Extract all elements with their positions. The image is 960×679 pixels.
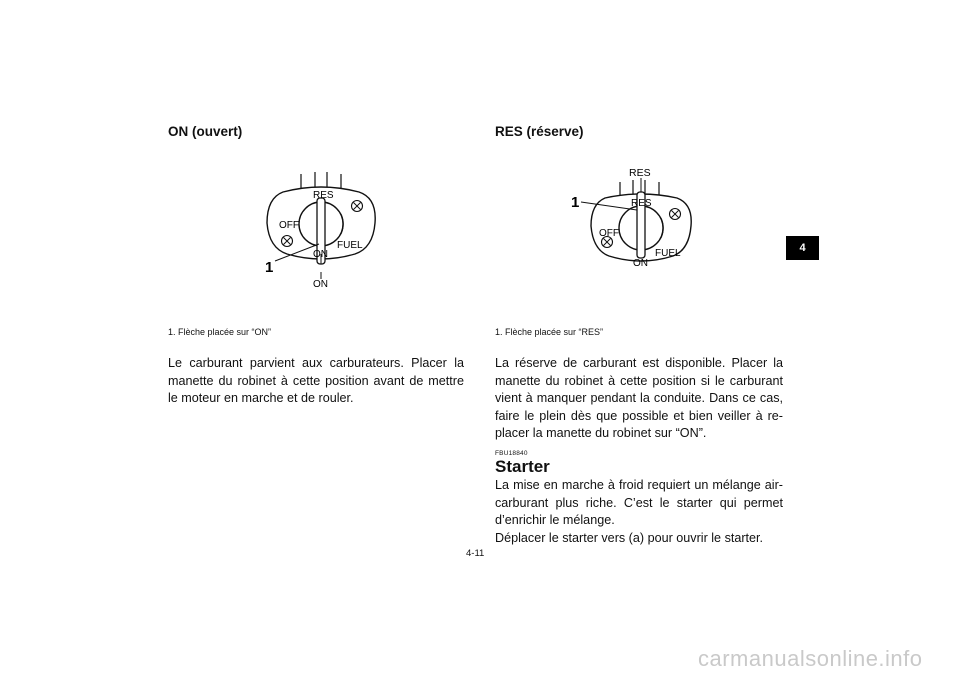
screw-icon (352, 201, 363, 212)
fuel-cock-res-illustration (565, 162, 700, 277)
left-paragraph: Le carburant parvient aux carburateurs. Placer la manette du robinet à cette position avant de mettre le moteur en marche et de rouler. (168, 356, 464, 405)
off-label: OFF (599, 228, 619, 239)
on-inner-label: ON (313, 249, 328, 260)
on-outer-label: ON (313, 279, 328, 290)
left-caption: 1. Flèche placée sur “ON” (168, 327, 272, 337)
res-label: RES (313, 190, 334, 201)
off-label: OFF (279, 220, 299, 231)
right-heading: RES (réserve) (495, 124, 584, 139)
right-caption: 1. Flèche placée sur “RES” (495, 327, 604, 337)
left-body-text (168, 355, 464, 408)
callout-number: 1 (265, 259, 274, 276)
chapter-tab-label: 4 (799, 242, 806, 254)
fuel-label: FUEL (337, 240, 363, 251)
watermark: carmanualsonline.info (698, 646, 923, 671)
starter-paragraph-1: La mise en marche à froid requiert un mélange air-carburant plus riche. C’est le starter qui permet d’enrichir le mélange. (495, 478, 783, 527)
fuel-cock-on-illustration (255, 168, 385, 293)
page-number: 4-11 (466, 548, 485, 559)
res-inner-label: RES (631, 198, 652, 209)
section-title: Starter (495, 457, 550, 476)
left-heading: ON (ouvert) (168, 124, 243, 139)
on-label: ON (633, 258, 648, 269)
section-code: FBU18840 (495, 450, 528, 457)
res-outer-label: RES (629, 167, 651, 179)
screw-icon (282, 236, 293, 247)
fuel-label: FUEL (655, 248, 681, 259)
starter-paragraph-2: Déplacer le starter vers (a) pour ouvrir le starter. (495, 530, 764, 545)
starter-body-text (495, 477, 783, 547)
right-body-text (495, 355, 783, 443)
callout-number: 1 (571, 194, 580, 211)
screw-icon (670, 209, 681, 220)
right-paragraph: La réserve de carburant est disponible. Placer la manette du robinet à cette position si le carburant vient à manquer pendant la conduite. Dans ce cas, faire le plein dès que possible et bien veiller à re-placer la manette du robinet sur “ON”. (495, 356, 783, 440)
chapter-tab (786, 236, 819, 260)
